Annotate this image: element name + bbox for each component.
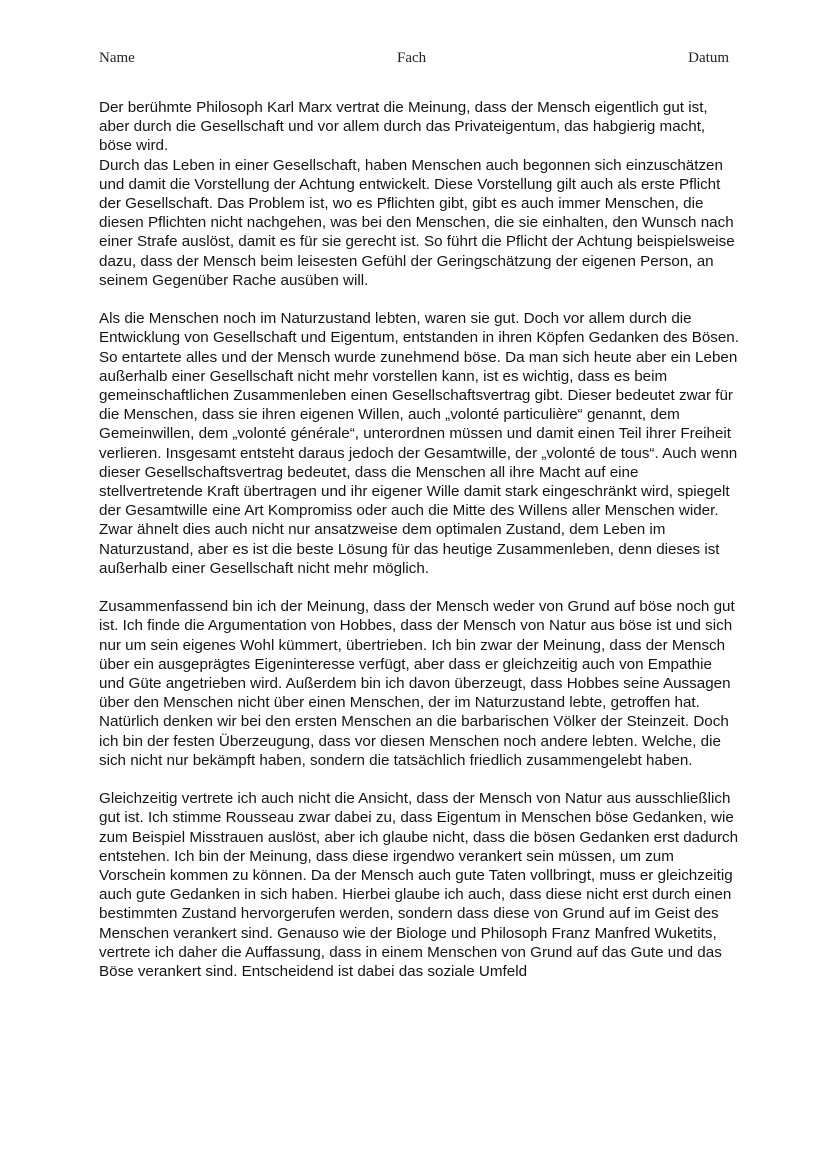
subject-label: Fach: [397, 50, 427, 66]
page-header: [99, 50, 729, 70]
date-label: Datum: [688, 50, 729, 66]
paragraph-3: Als die Menschen noch im Naturzustand lebten, waren sie gut. Doch vor allem durch die Entwicklung von Gesellschaft und Eigentum, entstanden in ihren Köpfen Gedanken des Bösen. So entartete alles und der Mensch wurde zunehmend böse. Da man sich heute aber ein Leben außerhalb einer Gesellschaft nicht mehr vorstellen kann, ist es wichtig, dass es beim gemeinschaftlichen Zusammenleben einen Gesellschaftsvertrag gibt. Dieser bedeutet zwar für die Menschen, dass sie ihren eigenen Willen, auch „volonté particulière“ genannt, dem Gemeinwillen, dem „volonté générale“, unterordnen müssen und damit einen Teil ihrer Freiheit verlieren. Insgesamt entsteht daraus jedoch der Gesamtwille, der „volonté de tous“. Auch wenn dieser Gesellschaftsvertrag bedeutet, dass die Menschen all ihre Macht auf eine stellvertretende Kraft übertragen und ihr eigener Wille damit stark eingeschränkt wird, spiegelt der Gesamtwille eine Art Kompromiss oder auch die Mitte des Willens aller Menschen wider. Zwar ähnelt dies auch nicht nur ansatzweise dem optimalen Zustand, dem Leben im Naturzustand, aber es ist die beste Lösung für das heutige Zusammenleben, denn dieses ist außerhalb einer Gesellschaft nicht mehr möglich.: [99, 310, 739, 577]
paragraph-4: Zusammenfassend bin ich der Meinung, dass der Mensch weder von Grund auf böse noch gut ist. Ich finde die Argumentation von Hobbes, dass der Mensch von Natur aus böse ist und sich nur um sein eigenes Wohl kümmert, übertrieben. Ich bin zwar der Meinung, dass der Mensch über ein ausgeprägtes Eigeninteresse verfügt, aber dass er gleichzeitig auch von Empathie und Güte angetrieben wird. Außerdem bin ich davon überzeugt, dass Hobbes seine Aussagen über den Menschen nicht über einen Menschen, der im Naturzustand lebte, getroffen hat. Natürlich denken wir bei den ersten Menschen an die barbarischen Völker der Steinzeit. Doch ich bin der festen Überzeugung, dass vor diesen Menschen noch andere lebten. Welche, die sich nicht nur bekämpft haben, sondern die tatsächlich friedlich zusammengelebt haben.: [99, 598, 735, 769]
paragraph-2: Durch das Leben in einer Gesellschaft, haben Menschen auch begonnen sich einzuschätzen und damit die Vorstellung der Achtung entwickelt. Diese Vorstellung gilt auch als erste Pflicht der Gesellschaft. Das Problem ist, wo es Pflichten gibt, gibt es auch immer Menschen, die diesen Pflichten nicht nachgehen, was bei den Menschen, die sie einhalten, den Wunsch nach einer Strafe auslöst, damit es für sie gerecht ist. So führt die Pflicht der Achtung beispielsweise dazu, dass der Mensch beim leisesten Gefühl der Geringschätzung der eigenen Person, an seinem Gegenüber Rache ausüben will.: [99, 156, 735, 289]
paragraph-5: Gleichzeitig vertrete ich auch nicht die Ansicht, dass der Mensch von Natur aus ausschließlich gut ist. Ich stimme Rousseau zwar dabei zu, dass Eigentum in Menschen böse Gedanken, wie zum Beispiel Misstrauen auslöst, aber ich glaube nicht, dass die bösen Gedanken erst dadurch entstehen. Ich bin der Meinung, dass diese irgendwo verankert sein müssen, um zum Vorschein kommen zu können. Da der Mensch auch gute Taten vollbringt, muss er gleichzeitig auch gute Gedanken in sich haben. Hierbei glaube ich auch, dass diese nicht erst durch einen bestimmten Zustand hervorgerufen werden, sondern dass diese von Grund auf im Geist des Menschen verankert sind. Genauso wie der Biologe und Philosoph Franz Manfred Wuketits, vertrete ich daher die Auffassung, dass in einem Menschen von Grund auf das Gute und das Böse verankert sind. Entscheidend ist dabei das soziale Umfeld: [99, 790, 739, 981]
name-label: Name: [99, 50, 135, 66]
paragraph-1: Der berühmte Philosoph Karl Marx vertrat die Meinung, dass der Mensch eigentlich gut ist, aber durch die Gesellschaft und vor allem durch das Privateigentum, das habgierig macht, böse wird.: [99, 99, 708, 155]
essay-body: [99, 98, 739, 981]
